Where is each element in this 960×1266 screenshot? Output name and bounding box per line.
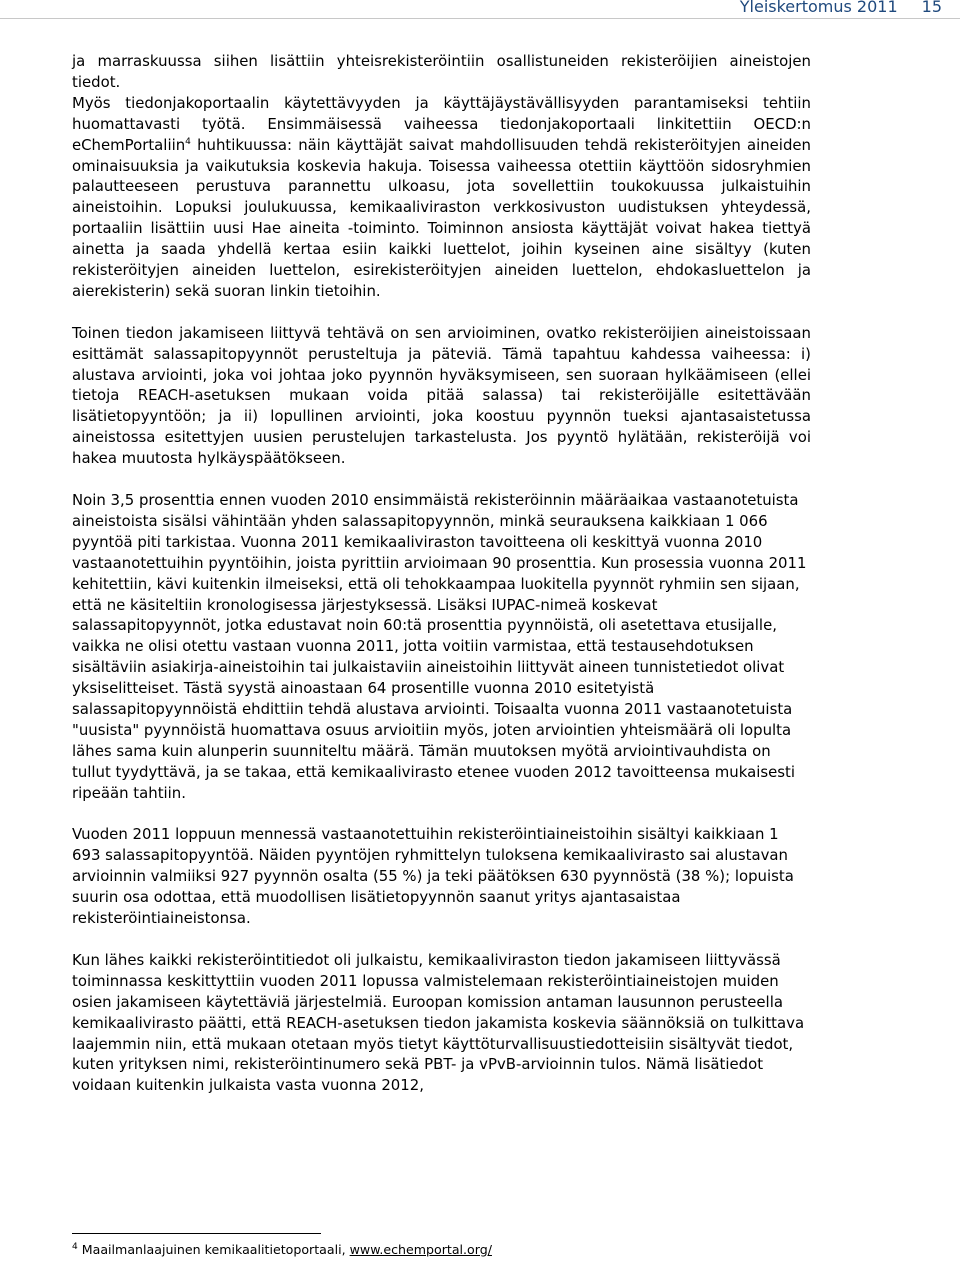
paragraph-portal-intro — [72, 51, 811, 302]
paragraph-text: huhtikuussa: näin käyttäjät saivat mahdollisuuden tehdä rekisteröityjen aineiden ominaisuuksia ja vaikutuksia koskevia hakuja. Toisessa vaiheessa otettiin käyttöön sidosryhmien palautteeseen perustuva parannettu ulkoasu, jota sovellettiin toukokuussa julkaistuihin aineistoihin. Lopuksi joulukuussa, kemikaaliviraston verkkosivuston uudistuksen yhteydessä, portaaliin lisättiin uusi Hae aineita -toiminto. Toiminnon ansiosta käyttäjät voivat hakea tiettyä ainetta ja saada yhdellä kertaa esiin kaikki luettelot, joihin kyseinen aine sisältyy (kuten rekisteröityjen aineiden luettelon, esirekisteröityjen aineiden luettelon, ehdokasluettelon ja aierekisterin) sekä suoran linkin tietoihin. — [72, 135, 811, 300]
page-header — [0, 0, 960, 19]
body-text — [72, 51, 811, 1096]
footnote — [72, 1242, 492, 1258]
paragraph-confidentiality-requests: Noin 3,5 prosenttia ennen vuoden 2010 ensimmäistä rekisteröinnin määräaikaa vastaanotetuista aineistoista sisälsi vähintään yhden salassapitopyynnön, minkä seurauksena kaikkiaan 1 066 pyyntöä piti tarkistaa. Vuonna 2011 kemikaaliviraston tavoitteena oli keskittyä vuonna 2010 vastaanotettuihin pyyntöihin, joista pyrittiin arvioimaan 90 prosenttia. Kun prosessia vuonna 2011 kehitettiin, kävi kuitenkin ilmeiseksi, että oli tehokkaampaa luokitella pyynnöt ryhmiin sen sijaan, että ne käsiteltiin kronologisessa järjestyksessä. Lisäksi IUPAC-nimeä koskevat salassapitopyynnöt, jotka edustavat noin 60:tä prosenttia pyynnöistä, oli asetettava etusijalle, vaikka ne olisi otettu vastaan vuonna 2011, jotta voitiin varmistaa, että testausehdotuksen sisältäviin asiakirja-aineistoihin tai julkaistaviin aineistoihin liittyvät aineen tunnistetiedot olivat yksiselitteiset. Tästä syystä ainoastaan 64 prosentille vuonna 2010 esitetyistä salassapitopyynnöistä ehdittiin tehdä alustava arviointi. Toisaalta vuonna 2011 vastaanotetuista "uusista" pyynnöistä huomattava osuus arvioitiin myös, joten arviointien yhteismäärä oli lopulta lähes sama kuin alunperin suunniteltu määrä. Tämän muutoksen myötä arviointivauhdista on tullut tyydyttävä, ja se takaa, että kemikaalivirasto etenee vuoden 2012 tavoitteensa mukaisesti ripeään tahtiin. — [72, 491, 807, 802]
paragraph-2011-results: Vuoden 2011 loppuun mennessä vastaanotettuihin rekisteröintiaineistoihin sisältyi kaikkiaan 1 693 salassapitopyyntöä. Näiden pyyntöjen ryhmittelyn tuloksena kemikaalivirasto sai alustavan arvioinnin valmiiksi 927 pyynnön osalta (55 %) ja teki päätöksen 630 pyynnöstä (38 %); lopuista suurin osa odottaa, että muodollisen lisätietopyynnön saanut yritys ajantasaistaa rekisteröintiaineistonsa. — [72, 825, 794, 928]
paragraph-text: Myös tiedonjakoportaalin käytettävyyden ja käyttäjäystävällisyyden parantamiseksi tehtiin huomattavasti työtä. Ensimmäisessä vaiheessa tiedonjakoportaali linkitettiin OECD:n eChemPortaliin — [72, 93, 811, 154]
footnote-reference[interactable]: 4 — [185, 136, 191, 147]
paragraph-data-sharing-systems: Kun lähes kaikki rekisteröintitiedot oli julkaistu, kemikaaliviraston tiedon jakamiseen liittyvässä toiminnassa keskittyttiin vuoden 2011 lopussa valmistelemaan rekisteröintiaineistojen muiden osien jakamiseen käytettäviä järjestelmiä. Euroopan komission antaman lausunnon perusteella kemikaalivirasto päätti, että REACH-asetuksen tiedon jakamista koskevia säännöksiä on tulkittava laajemmin niin, että mukaan otetaan myös tietyt käyttöturvallisuustiedotteisiin sisältyvät tiedot, kuten yrityksen nimi, rekisteröintinumero sekä PBT- ja vPvB-arvioinnin tulos. Nämä lisätiedot voidaan kuitenkin julkaista vasta vuonna 2012, — [72, 950, 805, 1095]
footnote-text: Maailmanlaajuinen kemikaalitietoportaali, — [81, 1242, 346, 1257]
footnote-number: 4 — [72, 1241, 78, 1252]
page-number: 15 — [921, 0, 942, 16]
header-text — [740, 0, 942, 16]
report-title: Yleiskertomus 2011 — [739, 0, 898, 16]
paragraph-text: ja marraskuussa siihen lisättiin yhteisrekisteröintiin osallistuneiden rekisteröijien aineistojen tiedot. — [72, 52, 811, 91]
paragraph-confidentiality-assessment: Toinen tiedon jakamiseen liittyvä tehtävä on sen arvioiminen, ovatko rekisteröijien aineistoissaan esittämät salassapitopyynnöt perusteltuja ja päteviä. Tämä tapahtuu kahdessa vaiheessa: i) alustava arviointi, joka voi johtaa joko pyynnön hyväksymiseen, sen suoraan hylkäämiseen (ellei tietoja REACH-asetuksen mukaan voida pitää salassa) tai rekisteröijälle esitettävään lisätietopyyntöön; ja ii) lopullinen arviointi, joka koostuu pyynnön tueksi ajantasaistetussa aineistossa esitettyjen uusien perustelujen tarkastelusta. Jos pyyntö hylätään, rekisteröijä voi hakea muutosta hylkäyspäätökseen. — [72, 323, 811, 468]
footnote-divider — [72, 1233, 321, 1234]
echemportal-link[interactable]: www.echemportal.org/ — [349, 1242, 492, 1257]
